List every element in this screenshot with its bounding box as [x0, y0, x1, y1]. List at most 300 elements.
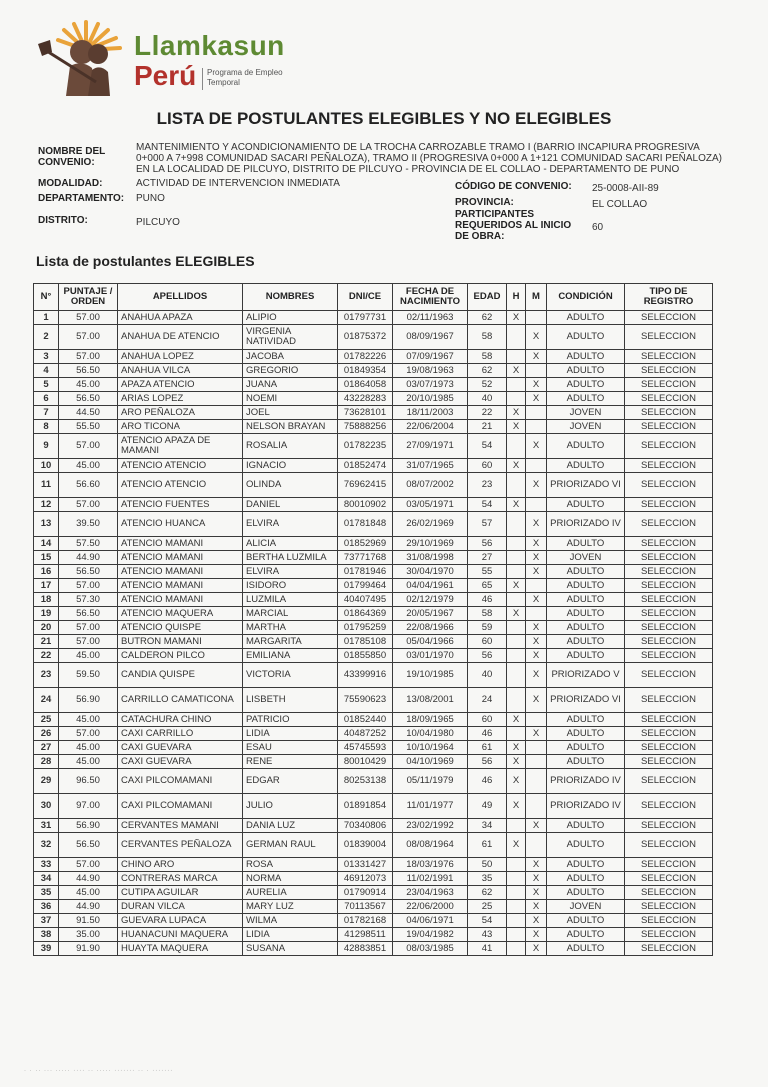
col-apellidos-cell: ATENCIO MAQUERA	[118, 607, 243, 621]
col-fecha-nacimiento-cell: 04/10/1969	[393, 755, 468, 769]
col-nombres-cell: LISBETH	[243, 688, 338, 713]
col-condicion-cell: ADULTO	[547, 537, 625, 551]
col-edad-cell: 60	[468, 713, 507, 727]
col-hombre-cell	[507, 900, 526, 914]
section-title-elegibles: Lista de postulantes ELEGIBLES	[36, 253, 255, 269]
col-mujer-cell: X	[526, 663, 547, 688]
col-condicion-cell: ADULTO	[547, 434, 625, 459]
col-mujer-cell	[526, 755, 547, 769]
col-nombres-cell: MARTHA	[243, 621, 338, 635]
col-nombres-cell: GERMAN RAUL	[243, 833, 338, 858]
col-mujer-cell: X	[526, 537, 547, 551]
col-tipo-registro-cell: SELECCION	[625, 364, 713, 378]
col-nombres-cell: ALICIA	[243, 537, 338, 551]
col-tipo-registro-cell: SELECCION	[625, 420, 713, 434]
distrito-label: DISTRITO:	[38, 215, 88, 226]
col-dni-cell: 01849354	[338, 364, 393, 378]
col-puntaje-cell: 96.50	[59, 769, 118, 794]
col-edad-cell: 46	[468, 727, 507, 741]
col-tipo-registro-cell: SELECCION	[625, 914, 713, 928]
col-dni-cell: 01797731	[338, 311, 393, 325]
table-row	[34, 635, 713, 649]
col-edad-cell: 22	[468, 406, 507, 420]
col-nombres-cell: IGNACIO	[243, 459, 338, 473]
col-numero-cell: 24	[34, 688, 59, 713]
col-apellidos-cell: ARO PEÑALOZA	[118, 406, 243, 420]
col-condicion-cell: ADULTO	[547, 727, 625, 741]
table-row	[34, 872, 713, 886]
col-tipo-registro-cell: SELECCION	[625, 688, 713, 713]
col-dni-cell: 80010902	[338, 498, 393, 512]
col-hombre-cell	[507, 858, 526, 872]
col-hombre-cell	[507, 621, 526, 635]
col-nombres-cell: MARCIAL	[243, 607, 338, 621]
col-dni-cell: 01790914	[338, 886, 393, 900]
col-numero-cell: 18	[34, 593, 59, 607]
col-fecha-nacimiento-cell: 07/09/1967	[393, 350, 468, 364]
col-puntaje-cell: 35.00	[59, 928, 118, 942]
col-hombre-cell	[507, 434, 526, 459]
table-row	[34, 713, 713, 727]
table-row	[34, 459, 713, 473]
col-edad-cell: 54	[468, 434, 507, 459]
col-apellidos-cell: HUAYTA MAQUERA	[118, 942, 243, 956]
col-mujer-cell: X	[526, 473, 547, 498]
table-row	[34, 434, 713, 459]
col-apellidos-cell: CERVANTES PEÑALOZA	[118, 833, 243, 858]
col-fecha-nacimiento-cell: 22/06/2000	[393, 900, 468, 914]
col-nombres-cell: NELSON BRAYAN	[243, 420, 338, 434]
table-row	[34, 537, 713, 551]
col-tipo-registro-cell: SELECCION	[625, 886, 713, 900]
col-dni-cell: 76962415	[338, 473, 393, 498]
col-hombre-cell	[507, 325, 526, 350]
col-mujer-cell: X	[526, 551, 547, 565]
col-nombres-cell: SUSANA	[243, 942, 338, 956]
col-mujer-cell: X	[526, 914, 547, 928]
col-tipo-registro-cell: SELECCION	[625, 551, 713, 565]
col-edad-cell: 61	[468, 833, 507, 858]
col-mujer-cell: X	[526, 565, 547, 579]
col-edad-cell: 54	[468, 914, 507, 928]
col-numero-cell: 13	[34, 512, 59, 537]
col-tipo-registro-cell: SELECCION	[625, 406, 713, 420]
col-mujer-cell: X	[526, 350, 547, 364]
col-edad-cell: 40	[468, 663, 507, 688]
col-puntaje-cell: 56.90	[59, 819, 118, 833]
workers-sun-logo-icon	[36, 16, 132, 96]
col-puntaje-cell: 55.50	[59, 420, 118, 434]
col-dni-cell: 75590623	[338, 688, 393, 713]
col-numero-cell: 29	[34, 769, 59, 794]
col-hombre-cell: X	[507, 741, 526, 755]
col-numero-cell: 21	[34, 635, 59, 649]
col-mujer-cell: X	[526, 928, 547, 942]
col-condicion-cell: ADULTO	[547, 755, 625, 769]
col-nombres-cell: JULIO	[243, 794, 338, 819]
col-mujer-cell	[526, 364, 547, 378]
col-dni-cell: 70340806	[338, 819, 393, 833]
col-mujer-cell: X	[526, 649, 547, 663]
scan-footer-noise: · · ·· ··· ····· ···· ·· ····· ······· ·· · ·······	[24, 1068, 174, 1074]
col-dni-cell: 46912073	[338, 872, 393, 886]
col-puntaje-cell: 57.00	[59, 325, 118, 350]
col-edad-cell: 58	[468, 325, 507, 350]
col-mujer-cell: X	[526, 886, 547, 900]
col-fecha-nacimiento-cell: 20/05/1967	[393, 607, 468, 621]
col-dni-cell: 01891854	[338, 794, 393, 819]
col-fecha-nacimiento-cell: 02/12/1979	[393, 593, 468, 607]
col-puntaje-cell: 91.90	[59, 942, 118, 956]
col-puntaje-cell: 57.00	[59, 434, 118, 459]
col-dni-cell: 73628101	[338, 406, 393, 420]
col-hombre-cell	[507, 565, 526, 579]
col-hombre-cell	[507, 663, 526, 688]
col-apellidos-cell: ATENCIO MAMANI	[118, 593, 243, 607]
col-nombres-cell: MARGARITA	[243, 635, 338, 649]
col-edad-cell: 46	[468, 593, 507, 607]
col-puntaje-cell: 56.60	[59, 473, 118, 498]
col-numero-cell: 9	[34, 434, 59, 459]
table-row	[34, 621, 713, 635]
col-fecha-nacimiento-cell: 08/09/1967	[393, 325, 468, 350]
col-fecha-nacimiento-cell: 19/04/1982	[393, 928, 468, 942]
col-numero-cell: 32	[34, 833, 59, 858]
col-nombres-cell: MARY LUZ	[243, 900, 338, 914]
col-hombre-cell	[507, 914, 526, 928]
col-edad-cell: 54	[468, 498, 507, 512]
col-nombres-cell: ROSALIA	[243, 434, 338, 459]
col-hombre-cell: X	[507, 833, 526, 858]
col-tipo-registro-cell: SELECCION	[625, 392, 713, 406]
col-mujer-cell	[526, 420, 547, 434]
col-fecha-nacimiento-cell: 04/04/1961	[393, 579, 468, 593]
col-apellidos-cell: CARRILLO CAMATICONA	[118, 688, 243, 713]
col-numero-cell: 20	[34, 621, 59, 635]
col-fecha-nacimiento-cell: 11/02/1991	[393, 872, 468, 886]
col-dni-cell: 01839004	[338, 833, 393, 858]
col-mujer-cell	[526, 769, 547, 794]
table-row	[34, 649, 713, 663]
col-numero-cell: 3	[34, 350, 59, 364]
table-row	[34, 741, 713, 755]
col-numero-cell: 34	[34, 872, 59, 886]
col-numero-cell: 28	[34, 755, 59, 769]
col-edad-cell: 52	[468, 378, 507, 392]
col-condicion-cell: PRIORIZADO IV	[547, 794, 625, 819]
col-fecha-nacimiento-cell: 22/08/1966	[393, 621, 468, 635]
col-puntaje-cell: 44.50	[59, 406, 118, 420]
table-row	[34, 311, 713, 325]
col-edad-cell: 58	[468, 607, 507, 621]
col-nombres-cell: WILMA	[243, 914, 338, 928]
col-puntaje-cell: 57.00	[59, 350, 118, 364]
col-fecha-nacimiento-cell: 11/01/1977	[393, 794, 468, 819]
table-row	[34, 727, 713, 741]
col-tipo-registro-cell: SELECCION	[625, 378, 713, 392]
col-fecha-nacimiento-cell: 30/04/1970	[393, 565, 468, 579]
col-hombre-cell: X	[507, 607, 526, 621]
table-row	[34, 886, 713, 900]
col-edad-cell: 56	[468, 537, 507, 551]
col-fecha-nacimiento-cell: 05/11/1979	[393, 769, 468, 794]
col-nombres-cell: LIDIA	[243, 727, 338, 741]
col-numero-cell: 2	[34, 325, 59, 350]
col-puntaje-cell: 44.90	[59, 551, 118, 565]
col-edad-header: EDAD	[468, 284, 507, 311]
table-row	[34, 420, 713, 434]
col-apellidos-cell: ATENCIO MAMANI	[118, 565, 243, 579]
col-mujer-cell	[526, 311, 547, 325]
col-fecha-nacimiento-cell: 31/07/1965	[393, 459, 468, 473]
col-apellidos-cell: ANAHUA VILCA	[118, 364, 243, 378]
col-tipo-registro-header: TIPO DE REGISTRO	[625, 284, 713, 311]
col-dni-cell: 01331427	[338, 858, 393, 872]
col-numero-cell: 30	[34, 794, 59, 819]
col-numero-cell: 25	[34, 713, 59, 727]
col-fecha-nacimiento-cell: 19/10/1985	[393, 663, 468, 688]
col-dni-cell: 45745593	[338, 741, 393, 755]
table-row	[34, 325, 713, 350]
col-numero-cell: 33	[34, 858, 59, 872]
col-hombre-cell	[507, 928, 526, 942]
elegibles-table	[33, 283, 713, 956]
table-header-row	[34, 284, 713, 311]
col-hombre-cell	[507, 350, 526, 364]
col-condicion-cell: ADULTO	[547, 928, 625, 942]
col-mujer-cell: X	[526, 727, 547, 741]
col-puntaje-cell: 45.00	[59, 713, 118, 727]
col-tipo-registro-cell: SELECCION	[625, 473, 713, 498]
col-hombre-cell	[507, 886, 526, 900]
col-tipo-registro-cell: SELECCION	[625, 900, 713, 914]
col-fecha-nacimiento-cell: 29/10/1969	[393, 537, 468, 551]
col-edad-cell: 62	[468, 311, 507, 325]
col-mujer-cell: X	[526, 819, 547, 833]
col-condicion-cell: ADULTO	[547, 392, 625, 406]
col-tipo-registro-cell: SELECCION	[625, 311, 713, 325]
col-tipo-registro-cell: SELECCION	[625, 872, 713, 886]
col-fecha-nacimiento-cell: 18/03/1976	[393, 858, 468, 872]
col-fecha-nacimiento-cell: 03/07/1973	[393, 378, 468, 392]
convenio-label: NOMBRE DEL CONVENIO:	[38, 146, 106, 168]
col-mujer-cell: X	[526, 900, 547, 914]
col-numero-cell: 12	[34, 498, 59, 512]
provincia-label: PROVINCIA:	[455, 197, 514, 208]
col-apellidos-cell: GUEVARA LUPACA	[118, 914, 243, 928]
col-numero-cell: 37	[34, 914, 59, 928]
col-puntaje-cell: 57.30	[59, 593, 118, 607]
col-dni-cell: 01864369	[338, 607, 393, 621]
col-puntaje-cell: 44.90	[59, 872, 118, 886]
col-hombre-cell	[507, 392, 526, 406]
col-puntaje-cell: 56.50	[59, 364, 118, 378]
col-apellidos-cell: ANAHUA LOPEZ	[118, 350, 243, 364]
col-nombres-cell: NOEMI	[243, 392, 338, 406]
col-condicion-cell: ADULTO	[547, 914, 625, 928]
table-row	[34, 406, 713, 420]
col-mujer-cell	[526, 579, 547, 593]
col-puntaje-cell: 97.00	[59, 794, 118, 819]
col-dni-cell: 40407495	[338, 593, 393, 607]
col-condicion-cell: PRIORIZADO V	[547, 663, 625, 688]
col-apellidos-cell: CONTRERAS MARCA	[118, 872, 243, 886]
col-puntaje-cell: 45.00	[59, 649, 118, 663]
col-condicion-cell: ADULTO	[547, 819, 625, 833]
col-condicion-cell: ADULTO	[547, 858, 625, 872]
col-condicion-cell: ADULTO	[547, 942, 625, 956]
col-apellidos-cell: CAXI CARRILLO	[118, 727, 243, 741]
col-tipo-registro-cell: SELECCION	[625, 794, 713, 819]
col-fecha-nacimiento-cell: 13/08/2001	[393, 688, 468, 713]
col-nombres-cell: EMILIANA	[243, 649, 338, 663]
col-numero-cell: 38	[34, 928, 59, 942]
document-title: LISTA DE POSTULANTES ELEGIBLES Y NO ELEGIBLES	[156, 109, 612, 128]
col-mujer-cell: X	[526, 858, 547, 872]
col-condicion-cell: ADULTO	[547, 498, 625, 512]
col-apellidos-cell: ATENCIO MAMANI	[118, 551, 243, 565]
col-tipo-registro-cell: SELECCION	[625, 565, 713, 579]
col-hombre-cell: X	[507, 364, 526, 378]
col-apellidos-cell: CUTIPA AGUILAR	[118, 886, 243, 900]
col-tipo-registro-cell: SELECCION	[625, 833, 713, 858]
col-hombre-cell	[507, 688, 526, 713]
logo-divider	[202, 68, 203, 90]
departamento-label: DEPARTAMENTO:	[38, 193, 125, 204]
table-row	[34, 769, 713, 794]
col-tipo-registro-cell: SELECCION	[625, 649, 713, 663]
col-condicion-cell: ADULTO	[547, 872, 625, 886]
col-condicion-cell: PRIORIZADO IV	[547, 512, 625, 537]
col-tipo-registro-cell: SELECCION	[625, 621, 713, 635]
col-puntaje-cell: 56.50	[59, 833, 118, 858]
col-edad-cell: 35	[468, 872, 507, 886]
col-hombre-cell: X	[507, 498, 526, 512]
distrito-value: PILCUYO	[136, 217, 180, 228]
col-edad-cell: 56	[468, 649, 507, 663]
col-condicion-cell: JOVEN	[547, 406, 625, 420]
col-apellidos-cell: ANAHUA DE ATENCIO	[118, 325, 243, 350]
col-nombres-cell: ISIDORO	[243, 579, 338, 593]
col-edad-cell: 49	[468, 794, 507, 819]
col-tipo-registro-cell: SELECCION	[625, 663, 713, 688]
col-condicion-cell: ADULTO	[547, 635, 625, 649]
col-puntaje-header: PUNTAJE / ORDEN	[59, 284, 118, 311]
col-fecha-nacimiento-cell: 03/05/1971	[393, 498, 468, 512]
col-nombres-cell: EDGAR	[243, 769, 338, 794]
convenio-value: MANTENIMIENTO Y ACONDICIONAMIENTO DE LA TROCHA CARROZABLE TRAMO I (BARRIO INCAPIURA PROGRESIVA 0+000 A 7+998 COMUNIDAD SACARI PEÑALOZA), TRAMO II (PROGRESIVA 0+000 A 1+121 COMUNIDAD SACARI PEÑALOZA) EN LA LOCALIDAD DE PILCUYO, DISTRITO DE PILCUYO - PROVINCIA DE EL COLLAO - DEPARTAMENTO DE PUNO	[136, 142, 722, 175]
col-puntaje-cell: 57.00	[59, 635, 118, 649]
brand-name-peru: Perú	[134, 60, 197, 91]
col-numero-cell: 10	[34, 459, 59, 473]
col-nombres-cell: ALIPIO	[243, 311, 338, 325]
table-row	[34, 593, 713, 607]
col-edad-cell: 56	[468, 755, 507, 769]
col-mujer-header: M	[526, 284, 547, 311]
col-numero-cell: 5	[34, 378, 59, 392]
col-mujer-cell: X	[526, 325, 547, 350]
col-numero-cell: 11	[34, 473, 59, 498]
col-tipo-registro-cell: SELECCION	[625, 713, 713, 727]
col-puntaje-cell: 56.50	[59, 392, 118, 406]
col-tipo-registro-cell: SELECCION	[625, 819, 713, 833]
col-nombres-cell: DANIEL	[243, 498, 338, 512]
col-hombre-cell: X	[507, 420, 526, 434]
col-numero-cell: 22	[34, 649, 59, 663]
col-puntaje-cell: 57.00	[59, 727, 118, 741]
col-dni-cell: 01864058	[338, 378, 393, 392]
col-dni-cell: 80010429	[338, 755, 393, 769]
participantes-value: 60	[592, 222, 604, 233]
col-condicion-cell: ADULTO	[547, 579, 625, 593]
col-numero-cell: 31	[34, 819, 59, 833]
llamkasun-peru-logo	[36, 16, 296, 96]
col-nombres-cell: VIRGENIA NATIVIDAD	[243, 325, 338, 350]
col-edad-cell: 24	[468, 688, 507, 713]
col-puntaje-cell: 45.00	[59, 378, 118, 392]
codigo-value: 25-0008-AII-89	[592, 183, 659, 194]
col-nombres-cell: ELVIRA	[243, 565, 338, 579]
table-row	[34, 942, 713, 956]
col-apellidos-cell: ATENCIO QUISPE	[118, 621, 243, 635]
col-apellidos-cell: ARIAS LOPEZ	[118, 392, 243, 406]
col-edad-cell: 60	[468, 459, 507, 473]
col-nombres-cell: RENE	[243, 755, 338, 769]
col-condicion-cell: ADULTO	[547, 364, 625, 378]
col-condicion-cell: PRIORIZADO VI	[547, 688, 625, 713]
col-apellidos-cell: ARO TICONA	[118, 420, 243, 434]
col-condicion-cell: ADULTO	[547, 621, 625, 635]
col-tipo-registro-cell: SELECCION	[625, 727, 713, 741]
col-apellidos-cell: ATENCIO HUANCA	[118, 512, 243, 537]
col-dni-cell: 01855850	[338, 649, 393, 663]
col-condicion-cell: ADULTO	[547, 886, 625, 900]
col-apellidos-cell: ATENCIO ATENCIO	[118, 459, 243, 473]
col-edad-cell: 41	[468, 942, 507, 956]
col-apellidos-cell: ATENCIO ATENCIO	[118, 473, 243, 498]
col-mujer-cell	[526, 406, 547, 420]
col-numero-cell: 6	[34, 392, 59, 406]
col-fecha-nacimiento-cell: 04/06/1971	[393, 914, 468, 928]
col-mujer-cell: X	[526, 872, 547, 886]
table-row	[34, 392, 713, 406]
col-puntaje-cell: 45.00	[59, 741, 118, 755]
col-nombres-cell: NORMA	[243, 872, 338, 886]
col-hombre-cell	[507, 593, 526, 607]
col-mujer-cell	[526, 741, 547, 755]
col-fecha-nacimiento-cell: 26/02/1969	[393, 512, 468, 537]
col-edad-cell: 58	[468, 350, 507, 364]
col-mujer-cell	[526, 607, 547, 621]
col-dni-cell: 41298511	[338, 928, 393, 942]
col-dni-cell: 01785108	[338, 635, 393, 649]
col-dni-cell: 40487252	[338, 727, 393, 741]
table-row	[34, 579, 713, 593]
col-apellidos-cell: ATENCIO MAMANI	[118, 537, 243, 551]
col-condicion-cell: ADULTO	[547, 378, 625, 392]
col-apellidos-cell: BUTRON MAMANI	[118, 635, 243, 649]
col-apellidos-cell: HUANACUNI MAQUERA	[118, 928, 243, 942]
departamento-value: PUNO	[136, 193, 165, 204]
col-nombres-cell: PATRICIO	[243, 713, 338, 727]
col-numero-cell: 16	[34, 565, 59, 579]
col-fecha-nacimiento-header: FECHA DE NACIMIENTO	[393, 284, 468, 311]
table-row	[34, 565, 713, 579]
col-edad-cell: 21	[468, 420, 507, 434]
col-fecha-nacimiento-cell: 20/10/1985	[393, 392, 468, 406]
col-edad-cell: 46	[468, 769, 507, 794]
col-mujer-cell	[526, 833, 547, 858]
